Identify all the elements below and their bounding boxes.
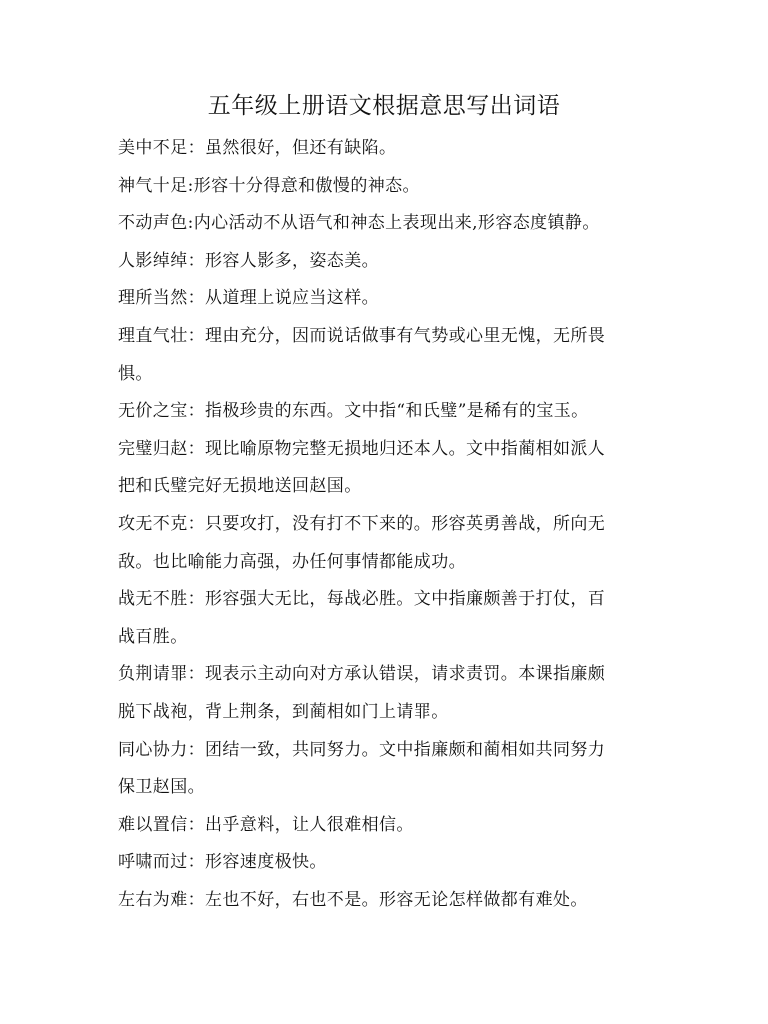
text-line: 把和氏璧完好无损地送回赵国。: [118, 476, 362, 497]
text-line: 脱下战袍，背上荆条，到蔺相如门上请罪。: [118, 701, 449, 722]
text-line: 神气十足:形容十分得意和傲慢的神态。: [118, 175, 420, 196]
text-line: 战百胜。: [118, 626, 188, 647]
text-line: 攻无不克：只要攻打，没有打不下来的。形容英勇善战，所向无: [118, 513, 606, 534]
text-line: 呼啸而过：形容速度极快。: [118, 852, 327, 873]
text-line: 完璧归赵：现比喻原物完整无损地归还本人。文中指蔺相如派人: [118, 438, 606, 459]
text-line: 不动声色:内心活动不从语气和神态上表现出来,形容态度镇静。: [118, 213, 600, 234]
text-line: 理直气壮：理由充分，因而说话做事有气势或心里无愧，无所畏: [118, 325, 606, 346]
document-title: 五年级上册语文根据意思写出词语: [207, 93, 561, 119]
text-line: 理所当然：从道理上说应当这样。: [118, 288, 379, 309]
text-line: 保卫赵国。: [118, 777, 205, 798]
text-line: 惧。: [118, 363, 153, 384]
text-body: [118, 130, 658, 919]
text-line: 敌。也比喻能力高强，办任何事情都能成功。: [118, 551, 466, 572]
text-line: 左右为难：左也不好，右也不是。形容无论怎样做都有难处。: [118, 889, 588, 910]
text-line: 同心协力：团结一致，共同努力。文中指廉颇和蔺相如共同努力: [118, 739, 606, 760]
text-line: 难以置信：出乎意料，让人很难相信。: [118, 814, 414, 835]
text-line: 负荆请罪：现表示主动向对方承认错误，请求责罚。本课指廉颇: [118, 664, 606, 685]
text-line: 人影绰绰：形容人影多，姿态美。: [118, 250, 379, 271]
text-line: 美中不足：虽然很好，但还有缺陷。: [118, 138, 397, 158]
text-line: 战无不胜：形容强大无比，每战必胜。文中指廉颇善于打仗，百: [118, 589, 606, 610]
text-line: 无价之宝：指极珍贵的东西。文中指“和氏璧”是稀有的宝玉。: [118, 401, 589, 422]
